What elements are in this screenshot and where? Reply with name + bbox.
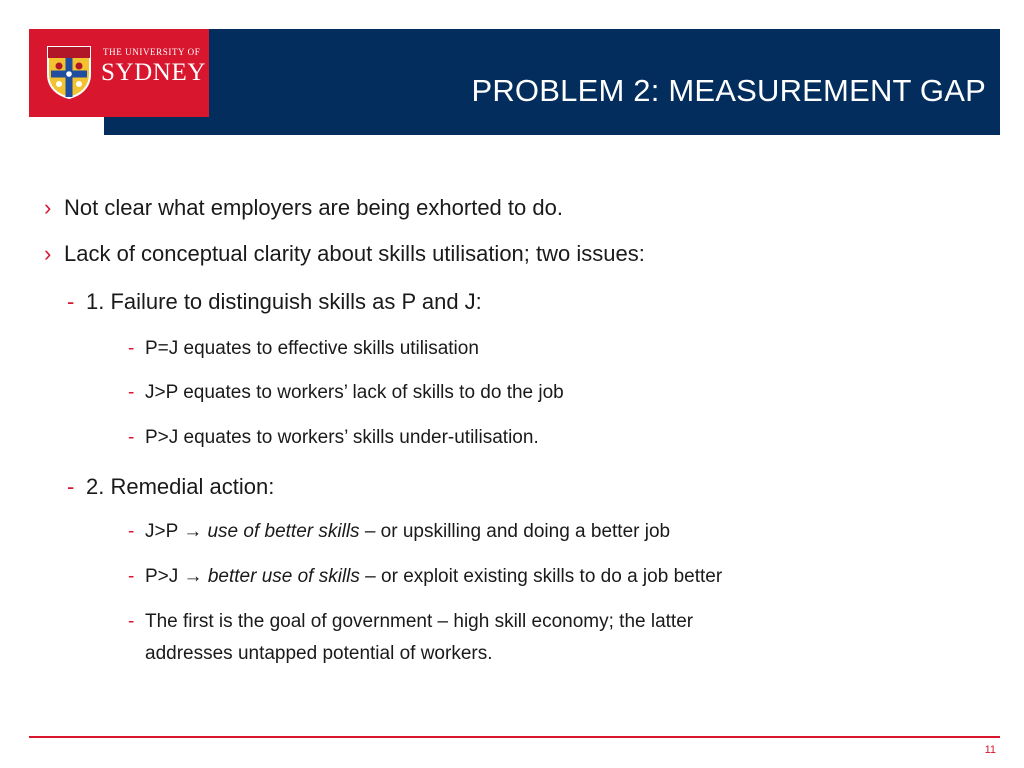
page-number: 11 bbox=[984, 744, 996, 756]
sub-sub-bullet-text: P=J equates to effective skills utilisation bbox=[145, 338, 479, 359]
text-segment: P>J → bbox=[145, 566, 208, 587]
bullet-text: Lack of conceptual clarity about skills utilisation; two issues: bbox=[64, 241, 645, 266]
sub-sub-bullet-text: The first is the goal of government – high skill economy; the latter bbox=[145, 611, 694, 632]
footer-rule bbox=[29, 736, 1000, 738]
sub-sub-bullet-text: J>P equates to workers’ lack of skills to do the job bbox=[145, 382, 564, 403]
sub-sub-bullet-text bbox=[145, 566, 722, 588]
dash-marker: - bbox=[128, 566, 135, 587]
dash-marker: - bbox=[67, 289, 75, 314]
dash-marker: - bbox=[128, 611, 135, 632]
sub-bullet-text: 2. Remedial action: bbox=[86, 474, 275, 499]
text-segment: – or upskilling and doing a better job bbox=[359, 521, 671, 542]
logo-text: SYDNEY bbox=[101, 59, 206, 86]
dash-marker: - bbox=[67, 474, 75, 499]
chevron-icon: › bbox=[44, 241, 52, 266]
dash-marker: - bbox=[128, 427, 135, 448]
sub-sub-bullet-text: P>J equates to workers’ skills under-utilisation. bbox=[145, 427, 539, 448]
sub-bullet-text: 1. Failure to distinguish skills as P and J: bbox=[86, 289, 482, 314]
page-title: PROBLEM 2: MEASUREMENT GAP bbox=[471, 73, 986, 108]
title-banner bbox=[104, 29, 1000, 135]
emphasis-text: better use of skills bbox=[207, 566, 360, 587]
chevron-icon: › bbox=[44, 195, 52, 220]
crest-icon bbox=[45, 44, 93, 100]
sub-sub-bullet-text: addresses untapped potential of workers. bbox=[145, 643, 493, 664]
dash-marker: - bbox=[128, 338, 135, 359]
sub-sub-bullet-text bbox=[145, 521, 670, 543]
emphasis-text: use of better skills bbox=[207, 521, 360, 542]
logo-text-small: THE UNIVERSITY OF bbox=[103, 47, 201, 57]
dash-marker: - bbox=[128, 521, 135, 542]
dash-marker: - bbox=[128, 382, 135, 403]
university-logo bbox=[29, 29, 209, 117]
bullet-text: Not clear what employers are being exhorted to do. bbox=[64, 195, 563, 220]
text-segment: – or exploit existing skills to do a job better bbox=[359, 566, 723, 587]
text-segment: J>P → bbox=[145, 521, 208, 542]
